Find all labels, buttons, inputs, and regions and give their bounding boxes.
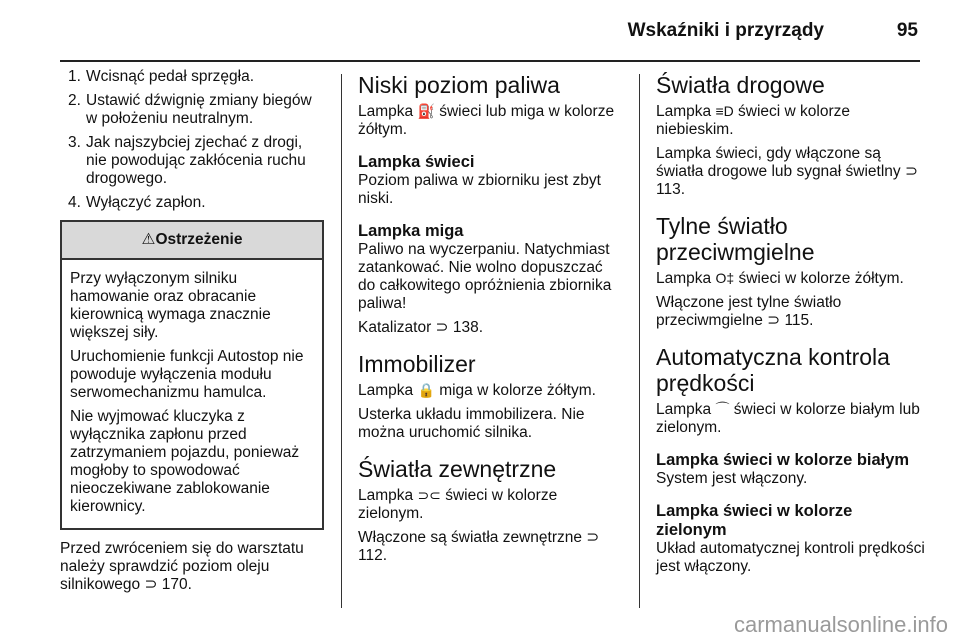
page-title: Wskaźniki i przyrządy	[627, 20, 824, 41]
warning-paragraph: Przy wyłączonym silniku hamowanie oraz obracanie kierownicą wymaga znacznie większej siły.	[70, 270, 271, 341]
fuel-paragraph: Lampka ⛽ świeci lub miga w kolorze żółtym.	[358, 103, 615, 138]
section-title-high-beam: Światła drogowe	[656, 72, 825, 98]
ref-arrow-icon: ⊃	[144, 576, 158, 593]
warning-paragraph: Uruchomienie funkcji Autostop nie powoduje wyłączenia modułu serwomechanizmu hamulca.	[70, 348, 304, 401]
page-ref-link[interactable]: 170.	[161, 576, 192, 593]
list-item: 2. Ustawić dźwignię zmiany biegów w położeniu neutralnym.	[68, 92, 312, 127]
column-divider	[341, 74, 342, 608]
page-ref-link[interactable]: 138.	[452, 319, 484, 336]
ext-paragraph-2: Włączone są światła zewnętrzne ⊃ 112.	[358, 529, 600, 564]
ref-arrow-icon: ⊃	[767, 312, 781, 329]
page-number: 95	[896, 20, 918, 41]
high-beam-paragraph-2: Lampka świeci, gdy włączone są światła drogowe lub sygnał świetlny ⊃ 113.	[656, 145, 918, 198]
ref-arrow-icon: ⊃	[586, 529, 600, 546]
section-title-immobilizer: Immobilizer	[358, 351, 476, 377]
ext-paragraph: Lampka ⊃⊂ świeci w kolorze zielonym.	[358, 487, 558, 522]
high-beam-paragraph: Lampka ≡D świeci w kolorze niebieskim.	[656, 103, 851, 138]
page-header	[60, 0, 920, 62]
high-beam-icon: ≡D	[715, 103, 734, 119]
blink-paragraph: Paliwo na wyczerpaniu. Natychmiast zatankować. Nie wolno dopuszczać do całkowitego opróżnienia zbiornika paliwa!	[358, 241, 612, 312]
section-title-cruise-control: Automatyczna kontrola prędkości	[656, 344, 890, 396]
cruise-paragraph: Lampka ⌒ świeci w kolorze białym lub zielonym.	[656, 401, 920, 436]
page-ref-link[interactable]: 113.	[656, 181, 686, 198]
white-paragraph: System jest włączony.	[656, 470, 808, 487]
warning-icon: ⚠	[141, 231, 156, 248]
immo-paragraph-2: Usterka układu immobilizera. Nie można uruchomić silnika.	[358, 406, 585, 441]
immobilizer-icon: 🔒	[417, 382, 435, 398]
warning-paragraph: Nie wyjmować kluczyka z wyłącznika zapłonu przed zatrzymaniem pojazdu, ponieważ mogłoby to spowodować nieoczekiwane zablokowanie kierownicy.	[70, 408, 300, 515]
rear-fog-paragraph-2: Włączone jest tylne światło przeciwmgielne ⊃ 115.	[656, 294, 842, 329]
subheading-green: Lampka świeci w kolorze zielonym	[656, 502, 853, 539]
immo-paragraph: Lampka 🔒 miga w kolorze żółtym.	[358, 382, 596, 399]
column-right	[656, 68, 926, 582]
column-divider	[639, 74, 640, 608]
list-item: 4. Wyłączyć zapłon.	[68, 194, 206, 211]
subheading-white: Lampka świeci w kolorze białym	[656, 451, 910, 469]
fuel-pump-icon: ⛽	[417, 103, 435, 119]
warning-title: Ostrzeżenie	[155, 231, 243, 248]
lit-paragraph: Poziom paliwa w zbiorniku jest zbyt niski.	[358, 172, 601, 207]
section-title-fuel: Niski poziom paliwa	[358, 72, 560, 98]
warning-body	[62, 260, 322, 528]
watermark: carmanualsonline.info	[733, 612, 948, 637]
section-title-rear-fog: Tylne światło przeciwmgielne	[656, 213, 815, 265]
column-left	[60, 68, 324, 600]
ref-arrow-icon: ⊃	[904, 163, 918, 180]
subheading-lit: Lampka świeci	[358, 153, 475, 171]
exterior-lights-icon: ⊃⊂	[417, 487, 441, 503]
list-item: 1. Wcisnąć pedał sprzęgła.	[68, 68, 254, 85]
cruise-control-icon: ⌒	[715, 401, 730, 417]
page-ref-link[interactable]: 115.	[784, 312, 814, 329]
steps-list	[60, 68, 324, 212]
catalyst-paragraph: Katalizator ⊃ 138.	[358, 319, 484, 336]
page-ref-link[interactable]: 112.	[358, 547, 388, 564]
warning-box	[60, 220, 324, 530]
warning-header	[62, 222, 322, 260]
section-title-exterior-lights: Światła zewnętrzne	[358, 456, 557, 482]
subheading-blink: Lampka miga	[358, 222, 464, 240]
ref-arrow-icon: ⊃	[435, 319, 449, 336]
rear-fog-icon: O‡	[715, 270, 735, 286]
green-paragraph: Układ automatycznej kontroli prędkości jest włączony.	[656, 540, 925, 575]
column-middle	[358, 68, 624, 571]
rear-fog-paragraph: Lampka O‡ świeci w kolorze żółtym.	[656, 270, 904, 287]
oil-check-paragraph: Przed zwróceniem się do warsztatu należy sprawdzić poziom oleju silnikowego ⊃ 170.	[60, 540, 304, 593]
list-item: 3. Jak najszybciej zjechać z drogi, nie powodując zakłócenia ruchu drogowego.	[68, 134, 306, 187]
